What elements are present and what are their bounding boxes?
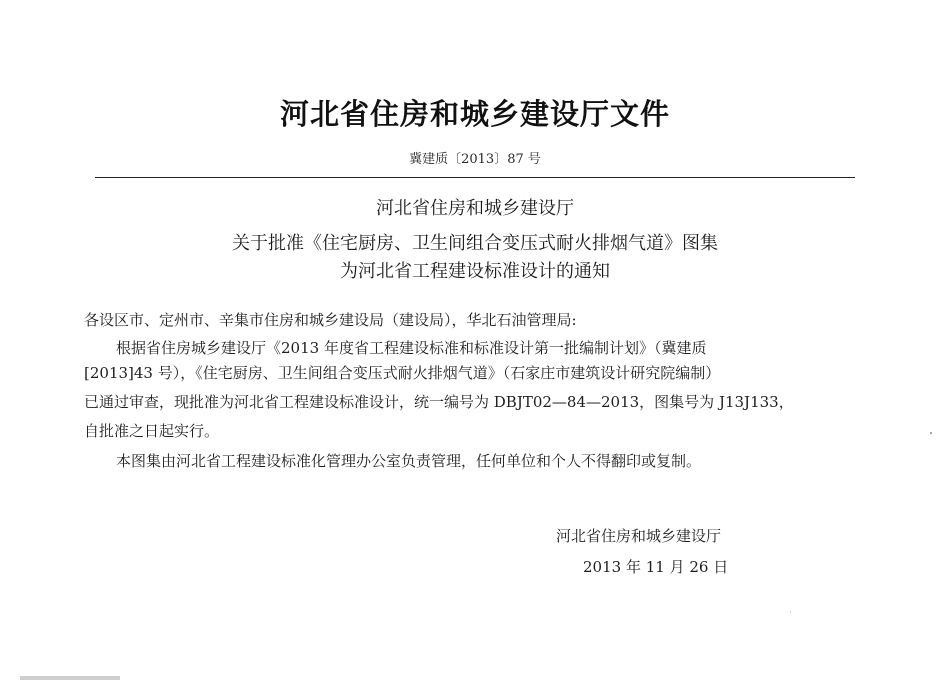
- notice-issuer: 河北省住房和城乡建设厅: [376, 198, 574, 219]
- salutation: 各设区市、定州市、辛集市住房和城乡建设局（建设局），华北石油管理局:: [84, 311, 577, 329]
- paragraph-1-line: [2013]43 号），《住宅厨房、卫生间组合变压式耐火排烟气道》（石家庄市建筑设计研究院编制）: [84, 364, 721, 382]
- notice-subject-line-2: 为河北省工程建设标准设计的通知: [340, 261, 610, 282]
- signature-date: 2013 年 11 月 26 日: [583, 558, 729, 576]
- paragraph-1-line: 已通过审查，现批准为河北省工程建设标准设计，统一编号为 DBJT02—84—2013，图集号为 J13J133，: [84, 393, 794, 411]
- scan-speck: [930, 432, 932, 434]
- scan-speck: [790, 612, 791, 613]
- document-number: 冀建质〔2013〕87 号: [409, 152, 541, 167]
- signature-issuer: 河北省住房和城乡建设厅: [556, 527, 722, 545]
- scan-edge-artifact: [20, 676, 120, 680]
- paragraph-1-line: 自批准之日起实行。: [84, 422, 220, 440]
- header-divider: [95, 177, 855, 178]
- notice-subject-line-1: 关于批准《住宅厨房、卫生间组合变压式耐火排烟气道》图集: [232, 233, 718, 254]
- paragraph-2: 本图集由河北省工程建设标准化管理办公室负责管理，任何单位和个人不得翻印或复制。: [116, 452, 702, 470]
- document-title: 河北省住房和城乡建设厅文件: [279, 97, 670, 131]
- paragraph-1-line: 根据省住房城乡建设厅《2013 年度省工程建设标准和标准设计第一批编制计划》（冀建质: [116, 339, 707, 357]
